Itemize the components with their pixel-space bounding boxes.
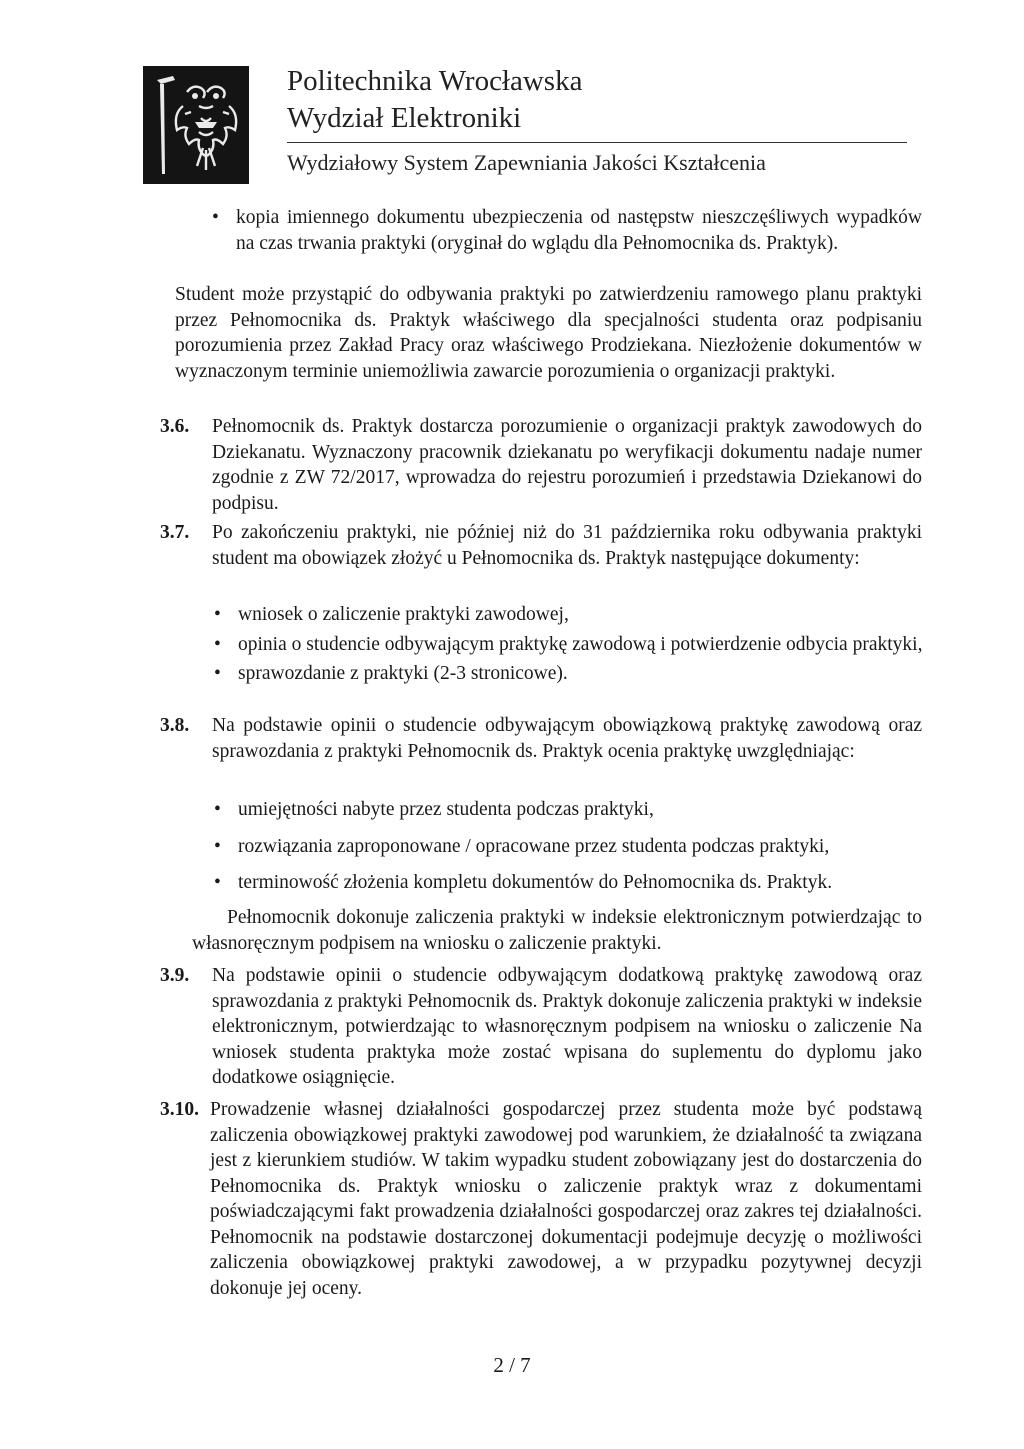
section-number-3-7: 3.7.: [160, 522, 190, 543]
list-item: • wniosek o zaliczenie praktyki zawodowej,: [212, 602, 924, 628]
section-3-7: [212, 520, 922, 571]
paragraph-text: Pełnomocnik dokonuje zaliczenia praktyki w indeksie elektronicznym potwierdzając to własnoręcznym podpisem na wniosku o zaliczenie praktyki.: [192, 907, 922, 954]
intro-bullet-block: [210, 205, 922, 256]
section-text: Prowadzenie własnej działalności gospodarczej przez studenta może być podstawą zaliczenia obowiązkowej praktyki zawodowej pod warunkiem, że działalność ta związana jest z kierunkiem studiów. W takim wypadku student zobowiązany jest do dostarczenia do Pełnomocnika ds. Praktyk wniosku o zaliczenie praktyk wraz z dokumentami poświadczającymi fakt prowadzenia działalności gospodarczej oraz zakres tej działalności. Pełnomocnik na podstawie dostarczonej dokumentacji podejmuje decyzję o możliwości zaliczenia obowiązkowej praktyki zawodowej, a w przypadku pozytywnej decyzji dokonuje jej oceny.: [210, 1099, 922, 1299]
page-number: 2 / 7: [493, 1353, 531, 1377]
section-text: Pełnomocnik ds. Praktyk dostarcza porozumienie o organizacji praktyk zawodowych do Dziekanatu. Wyznaczony pracownik dziekanatu po weryfikacji dokumentu nadaje numer zgodnie z ZW 72/2017, wprowadza do rejestru porozumień i przedstawia Dziekanowi do podpisu.: [212, 416, 922, 514]
list-item: • umiejętności nabyte przez studenta podczas praktyki,: [212, 797, 924, 823]
quality-system-name: Wydziałowy System Zapewniania Jakości Kształcenia: [287, 150, 766, 175]
section-text: Po zakończeniu praktyki, nie później niż do 31 października roku odbywania praktyki student ma obowiązek złożyć u Pełnomocnika ds. Praktyk następujące dokumenty:: [212, 522, 922, 569]
university-logo: [143, 66, 249, 184]
section-number-3-8: 3.8.: [160, 715, 190, 736]
list-item: • terminowość złożenia kompletu dokumentów do Pełnomocnika ds. Praktyk.: [212, 870, 924, 896]
university-name: Politechnika Wrocławska: [287, 65, 583, 97]
section-3-8-closing: [192, 905, 922, 956]
section-3-8-list: [212, 797, 924, 896]
section-number-3-9: 3.9.: [160, 965, 190, 986]
section-3-6: [212, 414, 922, 516]
section-number-3-6: 3.6.: [160, 416, 190, 437]
section-text: Na podstawie opinii o studencie odbywającym obowiązkową praktykę zawodową oraz sprawozdania z praktyki Pełnomocnik ds. Praktyk ocenia praktykę uwzględniając:: [212, 715, 922, 762]
paragraph-text: Student może przystąpić do odbywania praktyki po zatwierdzeniu ramowego planu praktyki przez Pełnomocnika ds. Praktyk właściwego dla specjalności studenta oraz podpisaniu porozumienia przez Zakład Pracy oraz właściwego Prodziekana. Niezłożenie dokumentów w wyznaczonym terminie uniemożliwia zawarcie porozumienia o organizacji praktyki.: [175, 284, 922, 382]
section-text: Na podstawie opinii o studencie odbywającym dodatkową praktykę zawodową oraz sprawozdania z praktyki Pełnomocnik ds. Praktyk dokonuje zaliczenia praktyki w indeksie elektronicznym, potwierdzając to własnoręcznym podpisem na wniosku o zaliczenie Na wniosek studenta praktyka może zostać wpisana do suplementu do dyplomu jako dodatkowe osiągnięcie.: [212, 965, 922, 1088]
list-item: • opinia o studencie odbywającym praktykę zawodową i potwierdzenie odbycia praktyki,: [212, 632, 924, 658]
section-3-8: [212, 713, 922, 764]
section-number-3-10: 3.10.: [160, 1099, 199, 1120]
header-divider: [287, 142, 907, 143]
section-3-7-list: [212, 602, 924, 687]
section-3-10: [210, 1097, 922, 1301]
list-item: • rozwiązania zaproponowane / opracowane przez studenta podczas praktyki,: [212, 834, 924, 860]
list-item: • sprawozdanie z praktyki (2-3 stronicowe).: [212, 661, 924, 687]
eagle-emblem-icon: [143, 66, 249, 184]
section-3-9: [212, 963, 922, 1091]
faculty-name: Wydział Elektroniki: [287, 102, 522, 134]
list-item: • kopia imiennego dokumentu ubezpieczenia od następstw nieszczęśliwych wypadków na czas trwania praktyki (oryginał do wglądu dla Pełnomocnika ds. Praktyk).: [210, 205, 922, 256]
intro-paragraph: [175, 282, 922, 384]
